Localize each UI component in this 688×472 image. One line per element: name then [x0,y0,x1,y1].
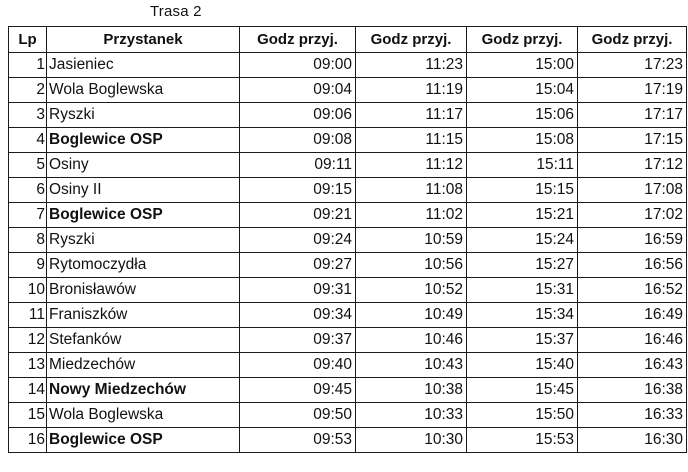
cell-time-1: 09:04 [240,78,356,103]
cell-time-4: 16:38 [578,378,687,403]
cell-time-3: 15:15 [467,178,578,203]
cell-time-2: 11:08 [356,178,467,203]
cell-time-4: 16:33 [578,403,687,428]
cell-time-4: 16:30 [578,428,687,453]
cell-time-1: 09:27 [240,253,356,278]
cell-lp: 11 [9,303,47,328]
column-header-stop: Przystanek [47,27,240,53]
cell-time-2: 10:43 [356,353,467,378]
cell-time-2: 10:49 [356,303,467,328]
cell-stop-name: Wola Boglewska [47,403,240,428]
table-row [9,403,687,428]
cell-time-4: 17:15 [578,128,687,153]
cell-time-4: 16:59 [578,228,687,253]
table-row [9,203,687,228]
table-row [9,153,687,178]
cell-time-1: 09:50 [240,403,356,428]
cell-time-1: 09:08 [240,128,356,153]
cell-time-4: 16:43 [578,353,687,378]
cell-lp: 5 [9,153,47,178]
cell-time-4: 17:12 [578,153,687,178]
cell-time-3: 15:50 [467,403,578,428]
table-row [9,278,687,303]
cell-time-2: 10:33 [356,403,467,428]
cell-lp: 7 [9,203,47,228]
cell-time-1: 09:40 [240,353,356,378]
cell-stop-name: Nowy Miedzechów [47,378,240,403]
cell-stop-name: Miedzechów [47,353,240,378]
table-row [9,103,687,128]
cell-lp: 14 [9,378,47,403]
table-row [9,228,687,253]
column-header-time-4: Godz przyj. [578,27,687,53]
cell-lp: 9 [9,253,47,278]
cell-time-2: 11:12 [356,153,467,178]
cell-time-1: 09:45 [240,378,356,403]
cell-time-1: 09:34 [240,303,356,328]
cell-time-4: 17:08 [578,178,687,203]
cell-time-3: 15:04 [467,78,578,103]
cell-time-3: 15:53 [467,428,578,453]
cell-stop-name: Boglewice OSP [47,128,240,153]
cell-stop-name: Franiszków [47,303,240,328]
cell-time-1: 09:53 [240,428,356,453]
column-header-time-1: Godz przyj. [240,27,356,53]
table-row [9,128,687,153]
table-row [9,378,687,403]
cell-time-4: 17:17 [578,103,687,128]
cell-time-1: 09:24 [240,228,356,253]
table-row [9,178,687,203]
cell-time-3: 15:45 [467,378,578,403]
cell-time-2: 10:46 [356,328,467,353]
table-row [9,353,687,378]
column-header-lp: Lp [9,27,47,53]
cell-time-2: 11:02 [356,203,467,228]
cell-stop-name: Boglewice OSP [47,203,240,228]
cell-time-1: 09:15 [240,178,356,203]
cell-time-3: 15:37 [467,328,578,353]
cell-time-4: 17:19 [578,78,687,103]
cell-time-3: 15:31 [467,278,578,303]
cell-stop-name: Stefanków [47,328,240,353]
table-row [9,253,687,278]
table-row [9,303,687,328]
cell-time-1: 09:21 [240,203,356,228]
cell-stop-name: Ryszki [47,103,240,128]
cell-time-1: 09:11 [240,153,356,178]
cell-time-2: 11:15 [356,128,467,153]
table-row [9,78,687,103]
column-header-time-2: Godz przyj. [356,27,467,53]
cell-time-2: 10:38 [356,378,467,403]
cell-lp: 1 [9,53,47,78]
cell-time-3: 15:21 [467,203,578,228]
cell-time-4: 16:49 [578,303,687,328]
cell-time-1: 09:00 [240,53,356,78]
cell-time-3: 15:11 [467,153,578,178]
cell-lp: 12 [9,328,47,353]
cell-time-2: 10:59 [356,228,467,253]
cell-time-2: 10:52 [356,278,467,303]
header-row [9,27,687,53]
cell-time-3: 15:24 [467,228,578,253]
schedule-body [9,53,687,453]
cell-time-3: 15:00 [467,53,578,78]
cell-lp: 16 [9,428,47,453]
cell-stop-name: Boglewice OSP [47,428,240,453]
cell-time-3: 15:27 [467,253,578,278]
cell-time-2: 11:17 [356,103,467,128]
cell-lp: 4 [9,128,47,153]
cell-stop-name: Osiny [47,153,240,178]
schedule-table [8,26,687,453]
cell-time-2: 10:30 [356,428,467,453]
cell-stop-name: Rytomoczydła [47,253,240,278]
cell-time-2: 11:19 [356,78,467,103]
cell-time-3: 15:06 [467,103,578,128]
cell-time-1: 09:37 [240,328,356,353]
cell-time-4: 16:46 [578,328,687,353]
cell-time-1: 09:31 [240,278,356,303]
route-title: Trasa 2 [150,3,202,20]
cell-time-4: 16:56 [578,253,687,278]
cell-stop-name: Osiny II [47,178,240,203]
cell-lp: 8 [9,228,47,253]
table-row [9,53,687,78]
cell-time-4: 17:23 [578,53,687,78]
cell-lp: 3 [9,103,47,128]
column-header-time-3: Godz przyj. [467,27,578,53]
cell-stop-name: Wola Boglewska [47,78,240,103]
cell-time-4: 17:02 [578,203,687,228]
cell-time-3: 15:34 [467,303,578,328]
cell-lp: 10 [9,278,47,303]
cell-stop-name: Bronisławów [47,278,240,303]
cell-lp: 6 [9,178,47,203]
cell-time-1: 09:06 [240,103,356,128]
table-row [9,428,687,453]
cell-time-2: 11:23 [356,53,467,78]
cell-lp: 2 [9,78,47,103]
cell-time-3: 15:08 [467,128,578,153]
cell-lp: 15 [9,403,47,428]
cell-time-2: 10:56 [356,253,467,278]
cell-time-3: 15:40 [467,353,578,378]
table-row [9,328,687,353]
cell-time-4: 16:52 [578,278,687,303]
cell-stop-name: Ryszki [47,228,240,253]
cell-lp: 13 [9,353,47,378]
cell-stop-name: Jasieniec [47,53,240,78]
